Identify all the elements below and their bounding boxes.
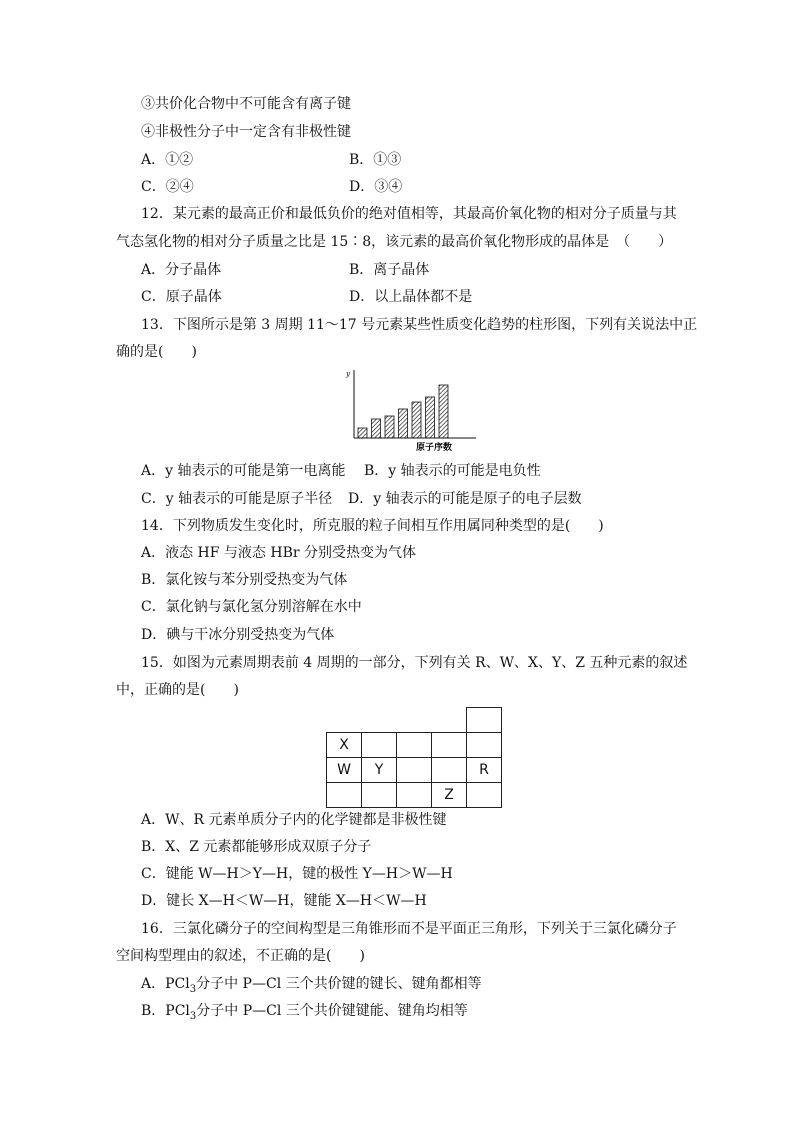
periodic-table-fragment xyxy=(326,707,502,808)
q13-option-c: C．y 轴表示的可能是原子半径 xyxy=(141,491,333,507)
q16-option-a-pre: A．PCl xyxy=(141,976,190,992)
q15-option-d: D．键长 X—H＜W—H，键能 X—H＜W—H xyxy=(141,893,427,909)
x-axis-label: 原子序数 xyxy=(416,443,453,453)
bar-14 xyxy=(399,409,408,438)
q14-option-b: B．氯化铵与苯分别受热变为气体 xyxy=(141,572,348,588)
q12-stem-line1: 12．某元素的最高正价和最低负价的绝对值相等，其最高价氧化物的相对分子质量与其 xyxy=(141,206,677,222)
pt-cell-z: Z xyxy=(432,783,467,808)
q12-option-b: B．离子晶体 xyxy=(349,262,430,278)
q12-stem-line2: 气态氢化物的相对分子质量之比是 15∶8，该元素的最高价氧化物形成的晶体是 （ ） xyxy=(116,234,673,250)
q11-option-b: B．①③ xyxy=(349,152,402,168)
q11-option-d: D．③④ xyxy=(349,179,403,195)
bar-chart xyxy=(340,366,480,456)
q11-item-4: ④非极性分子中一定含有非极性键 xyxy=(141,124,351,140)
q16-option-b xyxy=(141,1002,468,1026)
pt-cell-r: R xyxy=(467,758,502,783)
q13-stem-line2: 确的是( ) xyxy=(116,344,197,360)
y-axis-label: y xyxy=(346,370,350,378)
bar-17 xyxy=(439,385,448,438)
q14-stem: 14．下列物质发生变化时，所克服的粒子间相互作用属同种类型的是( ) xyxy=(141,518,604,534)
pt-cell-x: X xyxy=(327,733,362,758)
bar-16 xyxy=(426,397,435,438)
q14-option-c: C．氯化钠与氯化氢分别溶解在水中 xyxy=(141,599,362,615)
q16-option-b-post: 分子中 P—Cl 三个共价键键能、键角均相等 xyxy=(196,1003,468,1019)
q16-option-b-sub: 3 xyxy=(189,1010,197,1022)
q16-option-a xyxy=(141,975,482,999)
pt-cell-top xyxy=(467,708,502,733)
q13-option-d: D．y 轴表示的可能是原子的电子层数 xyxy=(348,491,582,507)
q16-option-a-sub: 3 xyxy=(189,983,197,995)
q16-stem-line2: 空间构型理由的叙述，不正确的是( ) xyxy=(116,948,365,964)
q11-option-a: A．①② xyxy=(141,152,194,168)
q12-option-a: A．分子晶体 xyxy=(141,262,222,278)
q16-option-a-post: 分子中 P—Cl 三个共价键的键长、键角都相等 xyxy=(196,976,482,992)
q11-option-c: C．②④ xyxy=(141,179,194,195)
bar-13 xyxy=(385,416,394,438)
q15-option-c: C．键能 W—H＞Y—H，键的极性 Y—H＞W—H xyxy=(141,866,453,882)
pt-cell-w: W xyxy=(327,758,362,783)
q15-option-b: B．X、Z 元素都能够形成双原子分子 xyxy=(141,839,372,855)
q13-option-b: B．y 轴表示的可能是电负性 xyxy=(364,463,541,479)
q13-stem-line1: 13．下图所示是第 3 周期 11～17 号元素某些性质变化趋势的柱形图，下列有关说法中正 xyxy=(141,317,698,333)
q14-option-d: D．碘与干冰分别受热变为气体 xyxy=(141,627,335,643)
q16-stem-line1: 16．三氯化磷分子的空间构型是三角锥形而不是平面正三角形，下列关于三氯化磷分子 xyxy=(141,921,677,937)
q13-option-a: A．y 轴表示的可能是第一电离能 xyxy=(141,463,346,479)
q12-option-d: D．以上晶体都不是 xyxy=(349,289,473,305)
q12-option-c: C．原子晶体 xyxy=(141,289,222,305)
bar-12 xyxy=(372,419,381,438)
q15-option-a: A．W、R 元素单质分子内的化学键都是非极性键 xyxy=(141,812,447,828)
q14-option-a: A．液态 HF 与液态 HBr 分别受热变为气体 xyxy=(141,545,417,561)
q15-stem-line1: 15．如图为元素周期表前 4 周期的一部分，下列有关 R、W、X、Y、Z 五种元素的叙述 xyxy=(141,655,688,671)
q15-stem-line2: 中，正确的是( ) xyxy=(116,682,239,698)
q16-option-b-pre: B．PCl xyxy=(141,1003,190,1019)
pt-cell-y: Y xyxy=(362,758,397,783)
q11-item-3: ③共价化合物中不可能含有离子键 xyxy=(141,96,351,112)
bar-11 xyxy=(358,428,367,438)
bar-15 xyxy=(412,402,421,438)
